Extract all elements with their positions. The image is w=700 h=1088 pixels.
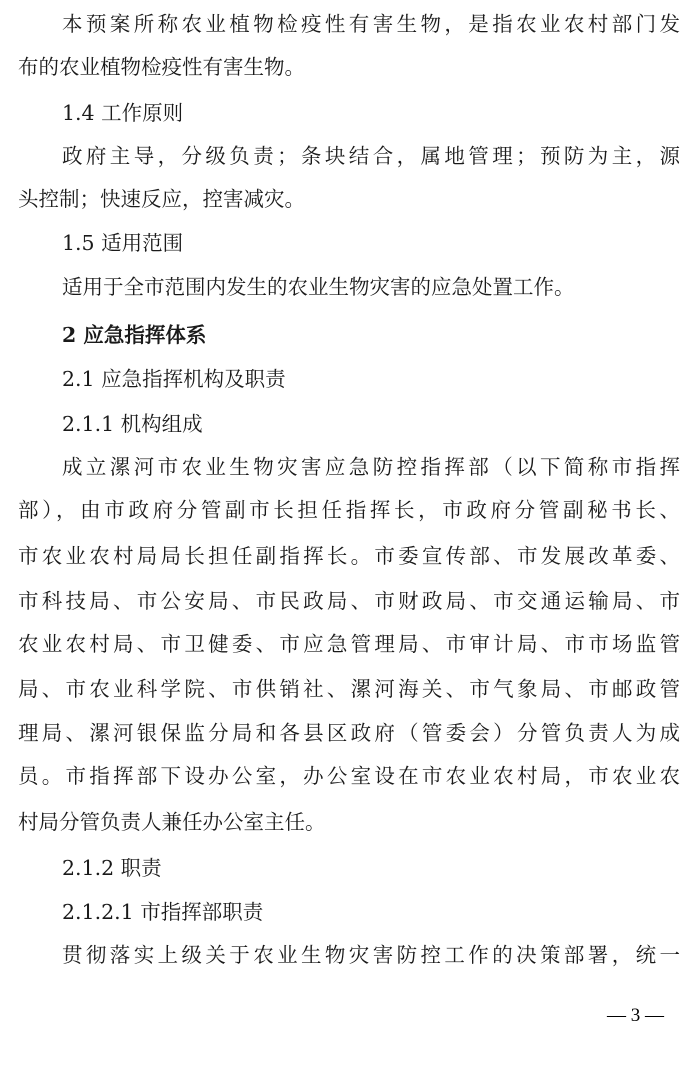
paragraph-line: 村局分管负责人兼任办公室主任。	[18, 810, 326, 834]
section-heading: 2.1.2 职责	[62, 856, 162, 880]
paragraph-line: 理局、漯河银保监分局和各县区政府（管委会）分管负责人为成	[18, 721, 680, 745]
paragraph-line: 布的农业植物检疫性有害生物。	[18, 55, 305, 79]
paragraph-line: 贯彻落实上级关于农业生物灾害防控工作的决策部署，统一	[62, 943, 680, 967]
paragraph-line: 适用于全市范围内发生的农业生物灾害的应急处置工作。	[62, 275, 575, 299]
page-number: — 3 —	[607, 1005, 664, 1026]
paragraph-line: 员。市指挥部下设办公室，办公室设在市农业农村局，市农业农	[18, 764, 680, 788]
paragraph-line: 头控制；快速反应，控害减灾。	[18, 187, 305, 211]
section-heading: 2.1 应急指挥机构及职责	[62, 367, 286, 391]
paragraph-line: 成立漯河市农业生物灾害应急防控指挥部（以下简称市指挥	[62, 455, 680, 479]
chapter-heading: 2 应急指挥体系	[62, 323, 207, 347]
paragraph-line: 部），由市政府分管副市长担任指挥长，市政府分管副秘书长、	[18, 498, 680, 522]
section-heading: 2.1.2.1 市指挥部职责	[62, 900, 264, 924]
paragraph-line: 农业农村局、市卫健委、市应急管理局、市审计局、市市场监管	[18, 632, 680, 656]
paragraph-line: 政府主导，分级负责；条块结合，属地管理；预防为主，源	[62, 144, 680, 168]
paragraph-line: 局、市农业科学院、市供销社、漯河海关、市气象局、市邮政管	[18, 677, 680, 701]
section-heading: 1.5 适用范围	[62, 231, 184, 255]
section-heading: 2.1.1 机构组成	[62, 412, 203, 436]
paragraph-line: 市科技局、市公安局、市民政局、市财政局、市交通运输局、市	[18, 589, 680, 613]
paragraph-line: 市农业农村局局长担任副指挥长。市委宣传部、市发展改革委、	[18, 544, 680, 568]
paragraph-line: 本预案所称农业植物检疫性有害生物，是指农业农村部门发	[62, 12, 680, 36]
section-heading: 1.4 工作原则	[62, 101, 184, 125]
